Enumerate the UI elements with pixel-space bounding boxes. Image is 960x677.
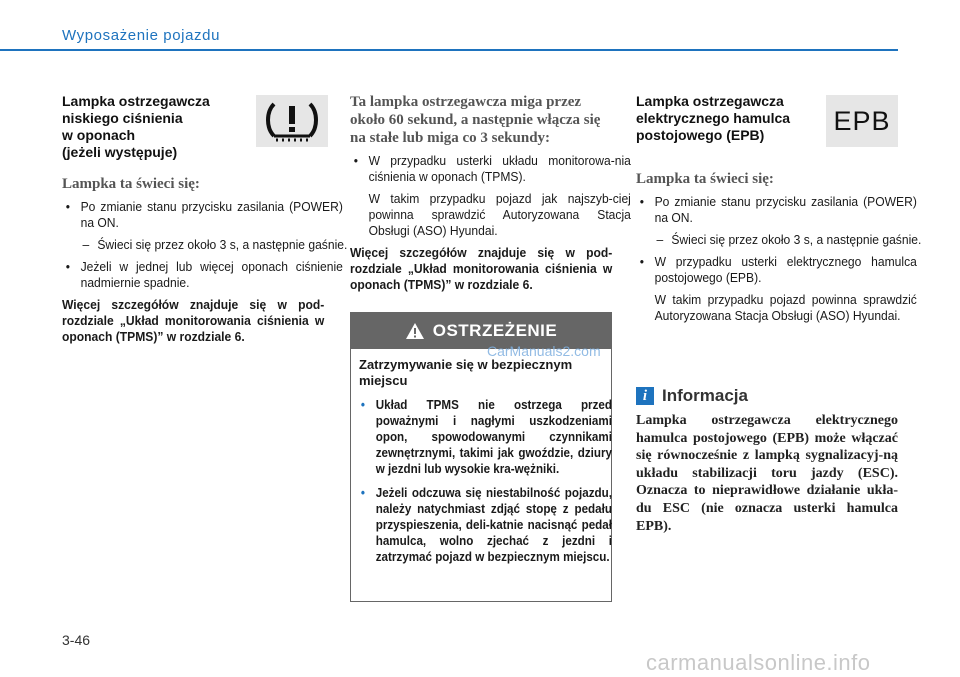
epb-para-1: W takim przypadku pojazd powinna sprawdzić Autoryzowana Stacja Obsługi (ASO) Hyundai. [654,292,917,323]
watermark-overlay: CarManuals2.com [487,343,601,359]
header-rule [62,49,898,51]
epb-heading: Lampka ostrzegawcza elektrycznego hamulca postojowego (EPB) [636,93,791,143]
epb-dash-1: – Świeci się przez około 3 s, a następnie gaśnie. [656,232,922,247]
page-number: 3-46 [62,632,91,648]
tpms-more-info: Więcej szczegółów znajduje się w pod-rozdziale „Układ monitorowania ciśnienia w oponach (TPMS)” w rozdziale 6. [62,297,325,344]
info-icon: i [636,387,654,405]
tpms-warning-icon [256,95,328,147]
epb-bullet-2: • W przypadku usterki elektrycznego hamulca postojowego (EPB). [639,254,917,285]
tpms-blink-subheading: Ta lampka ostrzegawcza miga przez około 60 sekund, a następnie włącza się na stałe lub miga co 3 sekundy: [350,94,601,146]
epb-subheading: Lampka ta świeci się: [636,171,774,187]
tpms-blink-more-info: Więcej szczegółów znajduje się w pod-rozdziale „Układ monitorowania ciśnienia w oponach (TPMS)” w rozdziale 6. [350,245,613,292]
epb-icon-text: EPB [833,105,891,136]
info-text: Lampka ostrzegawcza elektrycznego hamulca postojowego (EPB) może włączać się równocześnie z lampką sygnalizacyj-ną układu stabilizacji toru jazdy (ESC). Oznacza to nieprawidłowe działanie ukła-du ESC (nie oznacza usterki hamulca EPB). [636,413,898,534]
warning-triangle-icon [405,322,425,340]
tpms-bullet-1: • Po zmianie stanu przycisku zasilania (POWER) na ON. [65,199,343,230]
tpms-subheading: Lampka ta świeci się: [62,176,200,192]
column-tpms-blink [350,93,631,293]
warning-label: OSTRZEŻENIE [432,321,558,340]
tpms-bullet-2: • Jeżeli w jednej lub więcej oponach ciśnienie nadmiernie spadnie. [65,259,343,290]
tpms-heading: Lampka ostrzegawcza niskiego ciśnienia w oponach (jeżeli występuje) [62,93,210,160]
warning-title: Zatrzymywanie się w bezpiecznym miejscu [359,357,573,388]
info-heading [636,386,748,406]
warning-bullet-1: • Układ TPMS nie ostrzega przed poważnymi i nagłymi uszkodzeniami opon, spowodowanymi czynnikami zewnętrznymi, takimi jak gwoździe, dziury w jezdni lub wysokie kra-wężniki. [360,398,612,476]
warning-bullet-2: • Jeżeli odczuwa się niestabilność pojazdu, należy natychmiast zdjąć stopę z pedału przyspieszenia, deli-katnie nacisnąć pedał hamulca, wolno zjechać z jezdni i zatrzymać pojazd w bezpiecznym miejscu. [360,486,612,564]
epb-bullet-1: • Po zmianie stanu przycisku zasilania (POWER) na ON. [639,194,917,225]
epb-icon [826,95,898,147]
tpms-blink-bullet-1: • W przypadku usterki układu monitorowa-nia ciśnienia w oponach (TPMS). [353,153,631,184]
tpms-dash-1: – Świeci się przez około 3 s, a następnie gaśnie. [82,237,348,252]
footer-watermark: carmanualsonline.info [646,650,871,675]
tpms-blink-para-1: W takim przypadku pojazd jak najszyb-ciej powinna sprawdzić Autoryzowana Stacja Obsługi (ASO) Hyundai. [368,191,631,238]
info-label: Informacja [662,386,748,405]
section-title: Wyposażenie pojazdu [62,27,221,44]
header-rule-left [0,49,62,51]
